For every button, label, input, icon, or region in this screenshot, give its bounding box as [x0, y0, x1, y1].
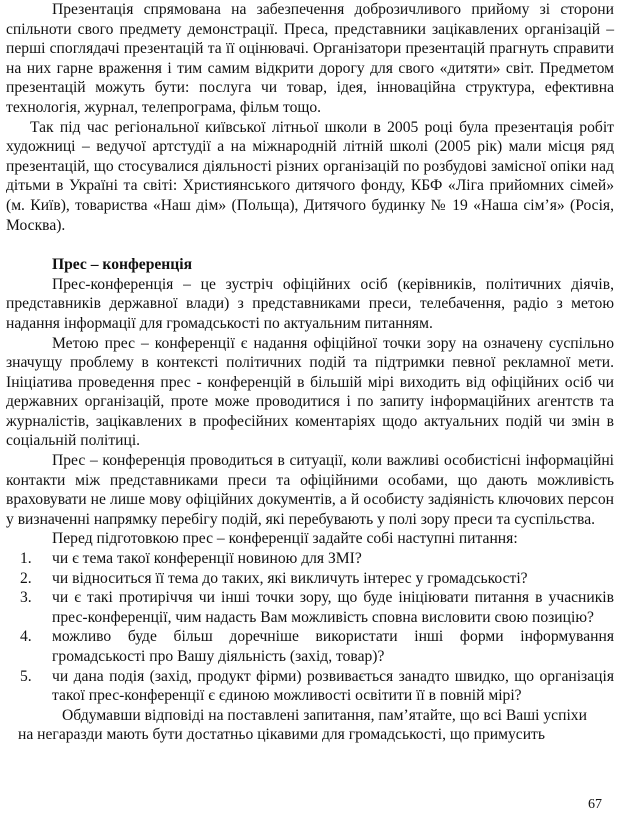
- list-item-number: 5.: [20, 667, 32, 685]
- paragraph-closing: [6, 706, 614, 745]
- list-item-text: чи є тема такої конференції новиною для ЗМІ?: [52, 550, 362, 568]
- paragraph-questions-intro: Перед підготовкою прес – конференції задайте собі наступні питання:: [52, 530, 518, 548]
- section-heading: Прес – конференція: [52, 256, 193, 274]
- list-item-number: 3.: [20, 589, 32, 607]
- paragraph-press-conference-situation: Прес – конференція проводиться в ситуації, коли важливі особистісні інформаційні контакти між представниками преси та офіційними особами, що дають можливість враховувати не лише мову офіційних документів, а й особисту задіяність ключових персон у визначенні напрямку перебігу подій, які перебувають у полі зору преси та суспільства.: [6, 452, 614, 528]
- paragraph-presentation-intro: Презентація спрямована на забезпечення доброзичливого прийому зі сторони спільноти свого предмету демонстрації. Преса, представники зацікавлених організацій – перші споглядачі презентацій та її оцінювачі. Організатори презентацій прагнуть справити на них гарне враження і тим самим відкрити дорогу для свого «дитяти» світ. Предметом презентацій можуть бути: послуга чи товар, ідея, інноваційна структура, ефективна технологія, журнал, телепрограма, фільм тощо.: [6, 1, 614, 116]
- paragraph-press-conference-definition: Прес-конференція – це зустріч офіційних осіб (керівників, політичних діячів, представників державної влади) з представниками преси, телебачення, радіо з метою надання інформації для громадськості по актуальним питанням.: [6, 275, 614, 332]
- list-item: [6, 667, 614, 706]
- closing-line-1: Обдумавши відповіді на поставлені запитання, пам’ятайте, що всі Ваші успіхи: [62, 706, 587, 724]
- page-number: 67: [588, 797, 602, 812]
- questions-list: [6, 549, 614, 706]
- list-item-text: чи дана подія (захід, продукт фірми) розвивається занадто швидко, що організація такої прес-конференції є єдиною можливості освітити її в повній мірі?: [52, 667, 614, 705]
- list-item: [6, 588, 614, 627]
- list-item: [6, 569, 614, 589]
- list-item: [6, 549, 614, 569]
- list-item: [6, 627, 614, 666]
- list-item-number: 2.: [20, 569, 32, 587]
- list-item-number: 4.: [20, 628, 32, 646]
- list-item-text: можливо буде більш доречніше використати інші форми інформування громадськості про Вашу діяльність (захід, товар)?: [52, 628, 614, 665]
- closing-line-2: на негаразди мають бути достатньо цікавими для громадськості, що примусить: [18, 726, 545, 744]
- paragraph-presentation-example: Так під час регіональної київської літньої школи в 2005 році була презентація робіт художниці – ведучої артстудії а на міжнародній літній школі (2005 рік) мали місця ряд презентацій, що стосувалися діяльності різних організацій по розбудові замісної опіки над дітьми в Україні та світі: Християнського дитячого фонду, КБФ «Ліга прийомних сімей» (м. Київ), товариства «Наш дім» (Польща), Дитячого будинку № 19 «Наша сім’я» (Росія, Москва).: [6, 118, 614, 234]
- list-item-text: чи відноситься її тема до таких, які викличуть інтерес у громадськості?: [52, 569, 528, 587]
- list-item-number: 1.: [20, 550, 32, 568]
- list-item-text: чи є такі протиріччя чи інші точки зору, що буде ініціювати питання в учасників прес-конференції, чим надасть Вам можливість сповна висловити свою позицію?: [52, 589, 614, 626]
- paragraph-press-conference-goal: Метою прес – конференції є надання офіційної точки зору на означену суспільно значущу проблему в контексті політичних подій та підтримки певної рекламної мети. Ініціатива проведення прес - конференцій в більшій мірі виходить від офіційних осіб чи державних організацій, проте може проводитися і по запиту інформаційних агентств та журналістів, зацікавлених в професійних коментаріях щодо актуальних подій чи змін в соціальній політиці.: [6, 334, 614, 450]
- page-content: [6, 0, 614, 745]
